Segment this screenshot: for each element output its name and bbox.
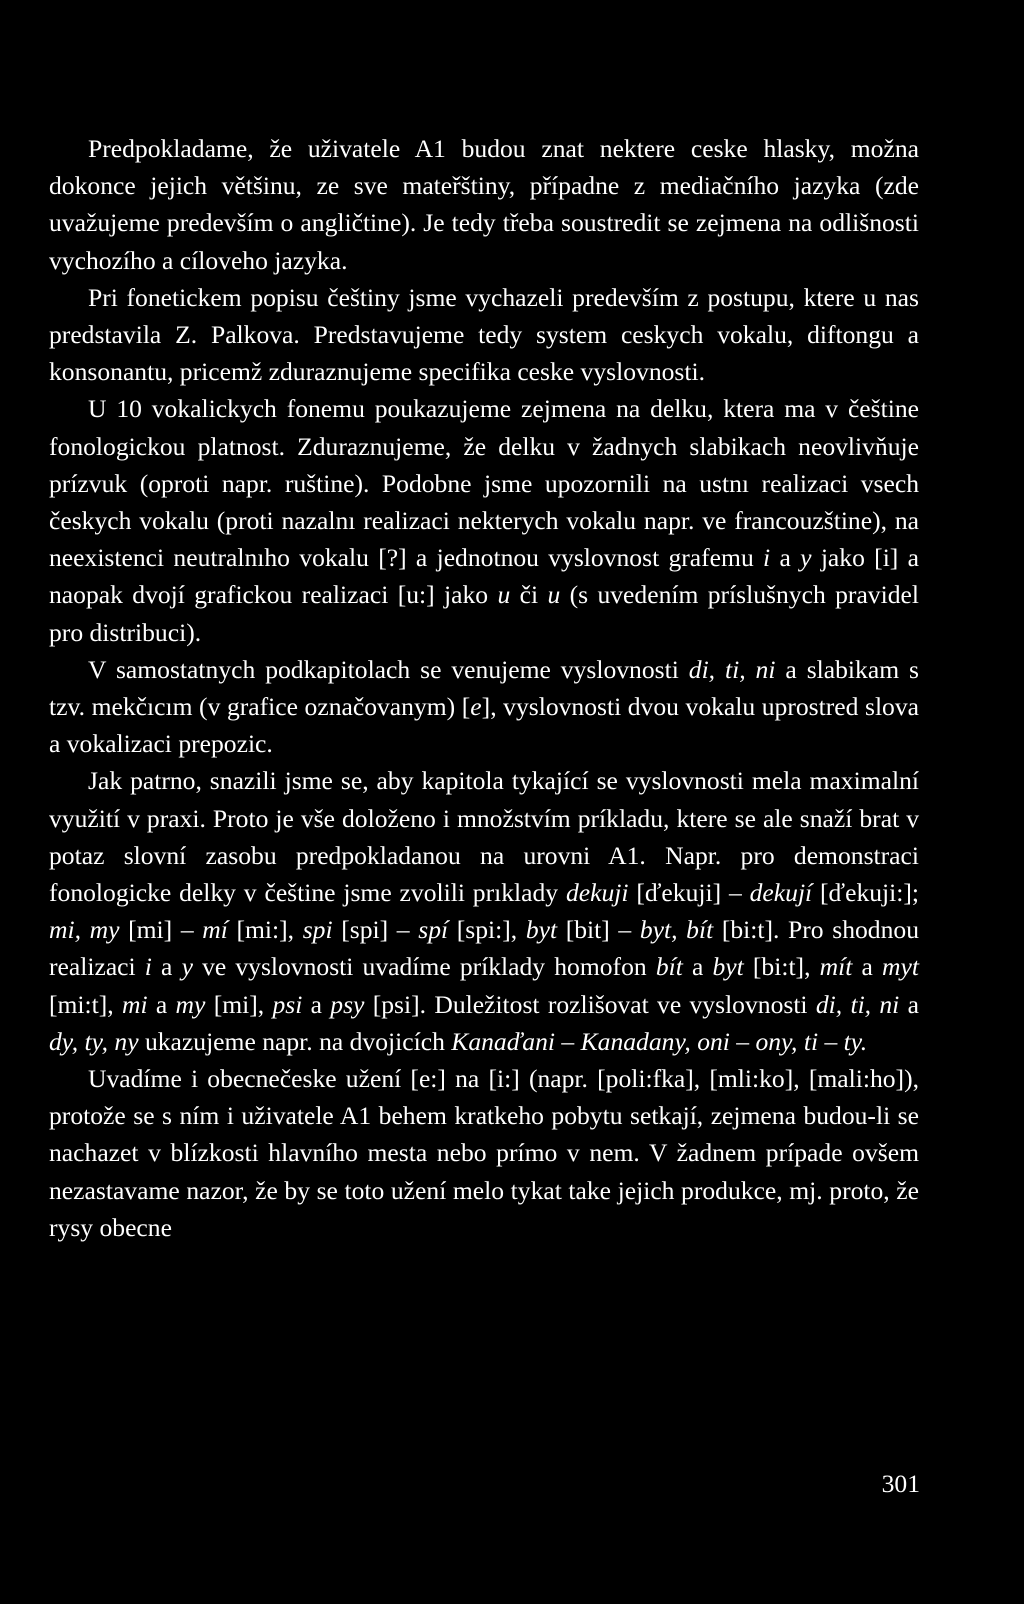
text-run: [bi:t], [743,952,820,982]
text-run: [spi] – [332,915,419,945]
text-run: a [682,952,713,982]
italic-run: mí [202,915,228,945]
italic-run: dy, ty, ny [49,1026,139,1056]
text-run: Uvadíme i obecnečeske užení [e:] na [i:] (napr. [poli:fka], [mli:ko], [mali:ho]), protože se s ním i uživatele A1 behem kratkeho pobytu setkají, zejmena budou-li se nachazet v blízkosti hlavního mesta nebo prímo v nem. V žadnem prípade ovšem nezastavame nazor, že by se toto užení melo tykat take jejich produkce, mj. proto, že rysy obecne [49,1064,919,1242]
text-run: a slabikam s tzv. mekčıcım (v grafice označovanym) [ [49,654,919,722]
italic-run: myt [881,952,919,982]
paragraph-intro [49,130,919,279]
italic-run: e [470,692,482,722]
italic-run: byt [712,952,744,982]
text-run: Jak patrno, snazili jsme se, aby kapitola tykající se vyslovnosti mela maximalní využití v praxi. Proto je vše doloženo i množstvím príkladu, ktere se ale snaží brat v potaz slovní zasobu predpokladanou na urovni A1. Napr. pro demonstraci fonologicke delky v češtine jsme zvolili prıklady [49,766,919,908]
text-run: jako [i] a naopak dvojí grafickou realizaci [u:] jako [49,543,919,610]
text-run: [spi:], [448,915,526,945]
italic-run: byt, bít [639,915,714,945]
italic-run: i [144,952,152,982]
text-run: či [510,580,548,610]
italic-run: spi [302,915,333,945]
italic-run: i [763,543,771,573]
text-run: a [852,952,882,982]
text-run: a [302,989,331,1019]
text-run: [mi:], [227,915,303,945]
italic-run: mít [819,952,853,982]
paragraph-vowel-phonemes [49,390,919,650]
italic-run: Kanaďani – Kanadany, oni – ony, ti – ty. [451,1026,868,1056]
text-run: ukazujeme napr. na dvojicích [138,1026,452,1056]
text-run: [ďekuji] – [628,878,750,908]
text-run: ve vyslovnosti uvadíme príklady homofon [192,952,656,982]
text-run: U 10 vokalickych fonemu poukazujeme zejmena na delku, ktera ma v češtine fonologickou platnost. Zduraznujeme, že delku v žadnych slabikach neovlivňuje prízvuk (oproti napr. ruštine). Podobne jsme upozornili na ustnı realizaci vsech českych vokalu (proti nazalnı realizaci nekterych vokalu napr. ve francouzštine), na neexistenci neutralnıho vokalu [?] a jednotnou vyslovnost grafemu [49,394,919,573]
text-run: [mi:t], [49,989,122,1019]
italic-run: dekuji [565,878,629,908]
italic-run: y [181,952,193,982]
italic-run: mi, my [49,915,120,945]
text-run: [ďekuji:]; [812,878,920,908]
italic-run: di, ti, ni [688,654,776,684]
text-run: [bi:t]. Pro shodnou realizaci [49,915,919,982]
paragraph-phonetic-description [49,279,919,391]
text-run: [psi]. Duležitost rozlišovat ve vyslovnosti [364,989,816,1019]
italic-run: psi [272,989,303,1019]
paragraph-subchapters [49,651,919,763]
body-text [49,130,919,1246]
text-run: a [899,989,919,1019]
italic-run: spí [418,915,449,945]
italic-run: psy [330,989,365,1019]
text-run: Pri fonetickem popisu češtiny jsme vychazeli predevším z postupu, ktere u nas predstavila Z. Palkova. Predstavujeme tedy system ceskych vokalu, diftongu a konsonantu, pricemž zduraznujeme specifika ceske vyslovnosti. [49,282,919,387]
paragraph-colloquial-czech [49,1060,919,1246]
text-run: V samostatnych podkapitolach se venujeme vyslovnosti [88,654,689,684]
text-run: a [151,952,182,982]
italic-run: byt [525,915,558,945]
italic-run: u [547,580,561,610]
text-run: Predpokladame, že uživatele A1 budou znat nektere ceske hlasky, možna dokonce jejich většinu, ze sve mateřštiny, případne z mediačního jazyka (zde uvažujeme predevším o angličtine). Je tedy třeba soustredit se zejmena na odlišnosti vychozího a cíloveho jazyka. [49,134,919,275]
text-run: [mi], [205,989,273,1019]
italic-run: my [175,989,206,1019]
italic-run: di, ti, ni [815,989,900,1019]
text-run: a [770,543,801,573]
text-run: (s uvedením príslušnych pravidel pro distribuci). [49,580,919,647]
italic-run: bít [655,952,683,982]
italic-run: dekují [749,878,813,908]
text-run: [bit] – [557,915,640,945]
text-run: [mi] – [119,915,203,945]
text-run: a [147,989,176,1019]
italic-run: mi [121,989,148,1019]
italic-run: u [497,580,511,610]
page-number: 301 [881,1469,920,1498]
italic-run: y [800,543,812,573]
paragraph-practical-examples [49,762,919,1060]
text-run: ], vyslovnosti dvou vokalu uprostred slova a vokalizaci prepozic. [49,692,920,759]
